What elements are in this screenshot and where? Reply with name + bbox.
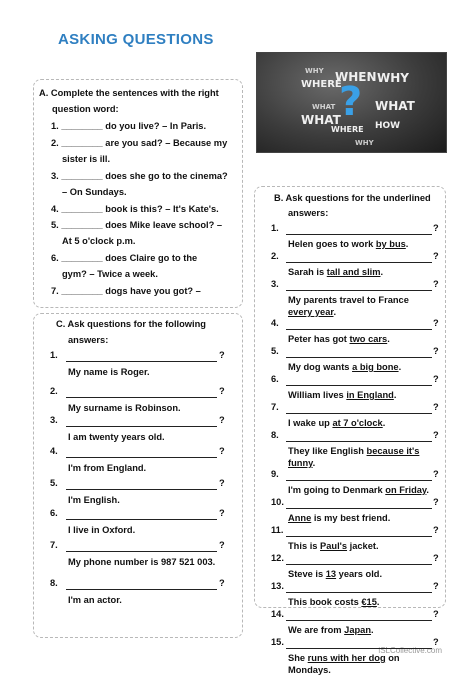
section-b-qmark-1: ? — [433, 223, 439, 233]
underlined-phrase: at 7 o'clock — [332, 418, 383, 428]
section-b-answer-7 — [288, 418, 385, 429]
section-b-answer-4 — [288, 334, 390, 345]
section-b-number-9: 9. — [271, 469, 279, 479]
section-b-answer-line-10[interactable] — [286, 508, 432, 509]
answer-text: . — [382, 418, 386, 428]
section-b-answer-line-15[interactable] — [286, 648, 432, 649]
section-b-answer-14 — [288, 625, 374, 636]
underlined-phrase: tall and slim — [326, 267, 381, 277]
answer-text: is my best friend. — [311, 513, 391, 523]
section-b-answer-3 — [288, 295, 409, 306]
answer-text: . — [426, 485, 430, 495]
section-a-line-3: sister is ill. — [62, 154, 111, 164]
section-a-line-10: gym? – Twice a week. — [62, 269, 158, 279]
section-b-answer-line-14[interactable] — [286, 620, 432, 621]
section-c-number-5: 5. — [50, 478, 58, 488]
image-word-how: HOW — [375, 121, 401, 131]
section-c-qmark-3: ? — [219, 415, 225, 425]
section-c-instruction: C. Ask questions for the following — [56, 319, 206, 329]
section-c-answer-line-1[interactable] — [66, 361, 217, 362]
section-b-number-13: 13. — [271, 581, 284, 591]
section-b-answer-line-5[interactable] — [286, 357, 432, 358]
section-c-qmark-1: ? — [219, 350, 225, 360]
section-b-number-11: 11. — [271, 525, 284, 535]
underlined-phrase: a big bone — [352, 362, 399, 372]
section-b-number-1: 1. — [271, 223, 279, 233]
section-b-qmark-7: ? — [433, 402, 439, 412]
answer-text: She — [288, 653, 308, 663]
section-c-instruction-cont: answers: — [68, 335, 109, 345]
section-a-line-7: 5. ________ does Mike leave school? – — [51, 220, 223, 230]
underlined-phrase: funny — [288, 458, 313, 468]
answer-text: I wake up — [288, 418, 333, 428]
section-b-answer-10 — [288, 513, 390, 524]
answer-text: years old. — [336, 569, 383, 579]
answer-text: . — [387, 334, 390, 344]
section-b-answer-line-9[interactable] — [286, 480, 432, 481]
section-a-line-5: – On Sundays. — [62, 187, 127, 197]
footer-watermark: iSLCollective.com — [378, 646, 442, 655]
section-c-number-8: 8. — [50, 578, 58, 588]
section-a-line-9: 6. ________ does Claire go to the — [51, 253, 198, 263]
answer-text: . — [333, 307, 337, 317]
section-b-qmark-10: ? — [433, 497, 439, 507]
section-b-answer-11 — [288, 541, 379, 552]
answer-text: We are from — [288, 625, 345, 635]
answer-text: Steve is — [288, 569, 326, 579]
image-word-why-1: WHY — [305, 67, 324, 75]
section-a-line-11: 7. ________ dogs have you got? – — [51, 286, 201, 296]
underlined-phrase: in England — [346, 390, 394, 400]
answer-text: . — [380, 267, 384, 277]
answer-text: My dog wants — [288, 362, 353, 372]
image-word-what-1: WHAT — [312, 103, 336, 111]
section-c-qmark-4: ? — [219, 446, 225, 456]
answer-text: They like English — [288, 446, 367, 456]
section-b-answer-line-12[interactable] — [286, 564, 432, 565]
answer-text: . — [371, 625, 374, 635]
section-c-answer-line-6[interactable] — [66, 519, 217, 520]
section-b-answer-line-4[interactable] — [286, 329, 432, 330]
section-b-answer-line-11[interactable] — [286, 536, 432, 537]
section-b-answer-15 — [288, 653, 400, 664]
section-c-answer-2: My surname is Robinson. — [68, 403, 181, 413]
image-word-what-3: WHAT — [301, 113, 341, 127]
underlined-phrase: runs with her dog — [307, 653, 386, 663]
section-c-answer-line-5[interactable] — [66, 489, 217, 490]
section-c-number-4: 4. — [50, 446, 58, 456]
answer-text: . — [393, 390, 397, 400]
underlined-phrase: €15 — [361, 597, 377, 607]
answer-text: . — [376, 597, 380, 607]
section-c-answer-7: My phone number is 987 521 003. — [68, 557, 216, 567]
section-c-qmark-2: ? — [219, 386, 225, 396]
section-b-qmark-8: ? — [433, 430, 439, 440]
section-c-qmark-6: ? — [219, 508, 225, 518]
section-c-answer-1: My name is Roger. — [68, 367, 150, 377]
section-b-answer-5 — [288, 362, 401, 373]
image-word-why-3: WHY — [355, 139, 374, 147]
answer-text: Peter has got — [288, 334, 350, 344]
answer-text: Sarah is — [288, 267, 327, 277]
section-b-answer-1 — [288, 239, 408, 250]
question-mark-glyph: ? — [339, 79, 363, 125]
section-b-qmark-13: ? — [433, 581, 439, 591]
section-b-number-10: 10. — [271, 497, 284, 507]
section-b-number-12: 12. — [271, 553, 284, 563]
section-b-answer-15-cont — [288, 665, 331, 676]
underlined-phrase: Paul's — [320, 541, 348, 551]
section-a-line-6: 4. ________ book is this? – It's Kate's. — [51, 204, 219, 214]
section-c-answer-6: I live in Oxford. — [68, 525, 136, 535]
section-b-number-6: 6. — [271, 374, 279, 384]
answer-text: . — [312, 458, 316, 468]
section-b-instruction-cont: answers: — [288, 208, 329, 218]
answer-text: This book costs — [288, 597, 362, 607]
section-b-qmark-6: ? — [433, 374, 439, 384]
answer-text: . — [398, 362, 402, 372]
section-c-number-7: 7. — [50, 540, 58, 550]
underlined-phrase: Japan — [344, 625, 372, 635]
section-b-answer-line-2[interactable] — [286, 262, 432, 263]
section-b-qmark-5: ? — [433, 346, 439, 356]
image-word-what-2: WHAT — [375, 99, 415, 113]
section-c-answer-line-8[interactable] — [66, 589, 217, 590]
image-word-where-2: WHERE — [331, 125, 364, 134]
answer-text: on — [385, 653, 400, 663]
image-word-when: WHEN — [335, 70, 377, 84]
section-b-answer-8 — [288, 446, 419, 457]
section-b-answer-line-7[interactable] — [286, 413, 432, 414]
answer-text: Mondays. — [288, 665, 331, 675]
section-a-instruction-cont: question word: — [52, 104, 119, 114]
section-c-answer-line-2[interactable] — [66, 397, 217, 398]
section-c-qmark-5: ? — [219, 478, 225, 488]
section-b-qmark-11: ? — [433, 525, 439, 535]
page-title: ASKING QUESTIONS — [58, 31, 214, 48]
section-c-answer-line-3[interactable] — [66, 426, 217, 427]
section-b-answer-8-cont — [288, 458, 315, 469]
underlined-phrase: by bus — [375, 239, 406, 249]
section-b-number-7: 7. — [271, 402, 279, 412]
section-a-line-1: 1. ________ do you live? – In Paris. — [51, 121, 207, 131]
section-b-qmark-2: ? — [433, 251, 439, 261]
underlined-phrase: every year — [288, 307, 334, 317]
answer-text: . — [405, 239, 409, 249]
section-b-answer-6 — [288, 390, 396, 401]
section-c-number-2: 2. — [50, 386, 58, 396]
answer-text: William lives — [288, 390, 347, 400]
underlined-phrase: Anne — [288, 513, 312, 523]
section-c-answer-4: I'm from England. — [68, 463, 147, 473]
section-c-number-6: 6. — [50, 508, 58, 518]
section-b-qmark-3: ? — [433, 279, 439, 289]
section-c-qmark-8: ? — [219, 578, 225, 588]
section-b-answer-line-3[interactable] — [286, 290, 432, 291]
section-b-qmark-9: ? — [433, 469, 439, 479]
section-b-instruction: B. Ask questions for the underlined — [274, 193, 431, 203]
section-b-answer-2 — [288, 267, 383, 278]
section-b-qmark-14: ? — [433, 609, 439, 619]
section-b-number-15: 15. — [271, 637, 284, 647]
section-c-number-1: 1. — [50, 350, 58, 360]
section-c-answer-8: I'm an actor. — [68, 595, 122, 605]
section-b-number-3: 3. — [271, 279, 279, 289]
section-b-number-2: 2. — [271, 251, 279, 261]
section-a-instruction: A. Complete the sentences with the right — [39, 88, 219, 98]
section-b-qmark-15: ? — [433, 637, 439, 647]
underlined-phrase: because it's — [366, 446, 420, 456]
section-b-number-8: 8. — [271, 430, 279, 440]
section-a-line-4: 3. ________ does she go to the cinema? — [51, 171, 228, 181]
question-words-image — [256, 52, 447, 153]
section-b-number-14: 14. — [271, 609, 284, 619]
answer-text: My parents travel to France — [288, 295, 409, 305]
section-b-answer-9 — [288, 485, 429, 496]
section-c-answer-5: I'm English. — [68, 495, 120, 505]
section-c-qmark-7: ? — [219, 540, 225, 550]
answer-text: Helen goes to work — [288, 239, 376, 249]
section-b-answer-3-cont — [288, 307, 336, 318]
image-word-where: WHERE — [301, 79, 342, 90]
section-b-qmark-4: ? — [433, 318, 439, 328]
section-b-answer-line-13[interactable] — [286, 592, 432, 593]
underlined-phrase: 13 — [325, 569, 337, 579]
section-b-number-4: 4. — [271, 318, 279, 328]
section-c-answer-3: I am twenty years old. — [68, 432, 165, 442]
section-c-number-3: 3. — [50, 415, 58, 425]
underlined-phrase: on Friday — [385, 485, 427, 495]
answer-text: jacket. — [347, 541, 379, 551]
section-c-answer-line-4[interactable] — [66, 457, 217, 458]
underlined-phrase: two cars — [349, 334, 388, 344]
section-b-answer-line-6[interactable] — [286, 385, 432, 386]
section-b-answer-13 — [288, 597, 379, 608]
image-word-why-2: WHY — [377, 71, 409, 85]
section-b-answer-12 — [288, 569, 382, 580]
section-a-line-2: 2. ________ are you sad? – Because my — [51, 138, 228, 148]
section-a-line-8: At 5 o'clock p.m. — [62, 236, 136, 246]
section-b-qmark-12: ? — [433, 553, 439, 563]
section-b-answer-line-8[interactable] — [286, 441, 432, 442]
answer-text: I'm going to Denmark — [288, 485, 386, 495]
section-b-answer-line-1[interactable] — [286, 234, 432, 235]
answer-text: This is — [288, 541, 321, 551]
section-b-number-5: 5. — [271, 346, 279, 356]
section-c-answer-line-7[interactable] — [66, 551, 217, 552]
